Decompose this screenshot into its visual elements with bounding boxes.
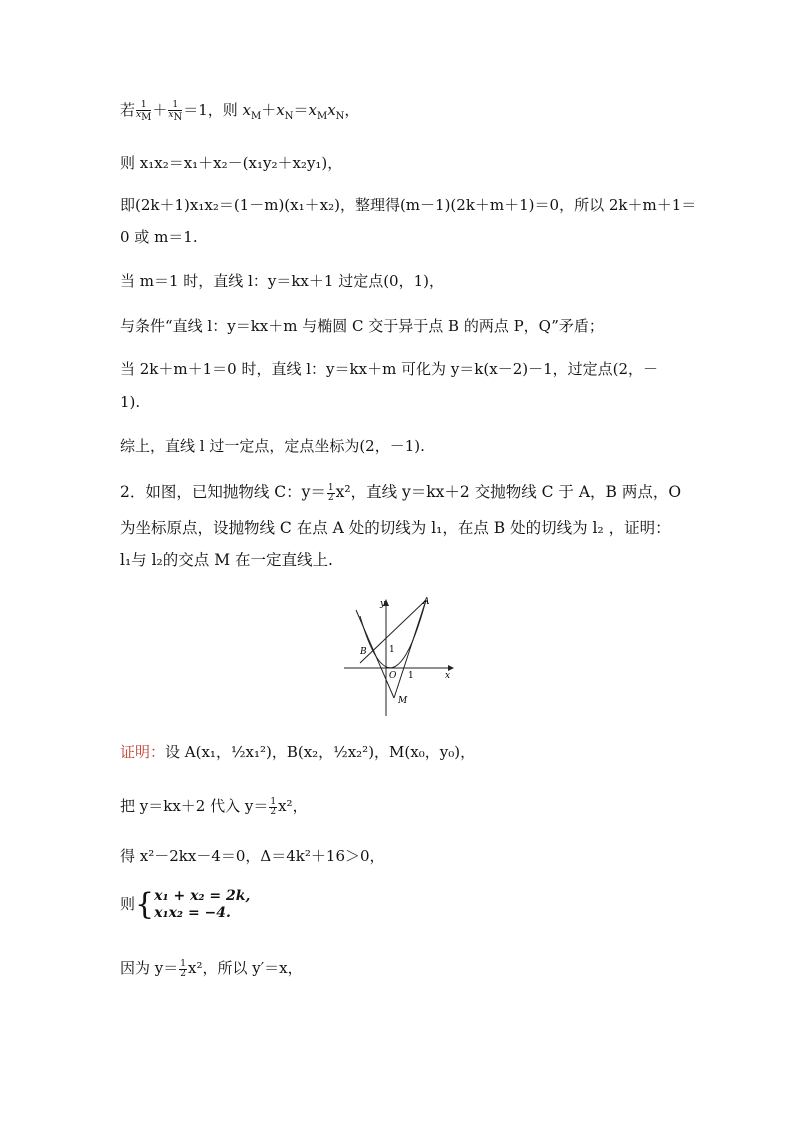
brace: { xyxy=(135,887,155,922)
fraction-half: $\frac{1}{2}$ xyxy=(327,482,334,503)
line-4: 0 或 m＝1. xyxy=(120,228,198,246)
label-y: y xyxy=(380,599,386,609)
fraction-half: $\frac{1}{2}$ xyxy=(180,958,186,979)
equation-system: x₁ + x₂ = 2k, x₁x₂ = −4. xyxy=(154,888,251,921)
problem-2-line-3: l₁与 l₂的交点 M 在一定直线上. xyxy=(120,551,333,569)
fraction: $\frac{1}{x_M}$ xyxy=(136,99,152,123)
fraction: $\frac{1}{x_N}$ xyxy=(168,99,183,123)
line-7: 当 2k＋m＋1＝0 时，直线 l：y＝kx＋m 可化为 y＝k(x－2)－1，过定点(2，－ xyxy=(120,360,659,378)
line-8: 1). xyxy=(120,393,141,411)
line-6: 与条件“直线 l：y＝kx＋m 与椭圆 C 交于异于点 B 的两点 P，Q”矛盾； xyxy=(120,317,604,335)
line-9: 综上，直线 l 过一定点，定点坐标为(2，－1). xyxy=(120,437,425,455)
proof-line-5: 因为 y＝ $\frac{1}{2}$ x²，所以 y′＝x， xyxy=(120,958,303,979)
proof-line-4: 则{ x₁ + x₂ = 2k, x₁x₂ = −4. xyxy=(120,887,251,922)
proof-line-1: 证明：设 A(x₁，½x₁²)，B(x₂，½x₂²)，M(x₀，y₀)， xyxy=(120,743,476,761)
label-b: B xyxy=(360,647,367,657)
line-3: 即(2k＋1)x₁x₂＝(1－m)(x₁＋x₂)，整理得(m－1)(2k＋m＋1)＝0，所以 2k＋m＋1＝ xyxy=(120,196,697,214)
tick-label-y-1: 1 xyxy=(389,645,395,655)
proof-line-2: 把 y＝kx＋2 代入 y＝ $\frac{1}{2}$ x²， xyxy=(120,796,308,817)
fraction-half: $\frac{1}{2}$ xyxy=(270,796,277,817)
label-m: M xyxy=(398,696,408,706)
problem-2-line-1: 2．如图，已知抛物线 C：y＝ $\frac{1}{2}$ x²，直线 y＝kx＋2 交抛物线 C 于 A，B 两点，O xyxy=(120,482,682,503)
proof-label: 证明： xyxy=(120,743,166,761)
line-2: 则 x₁x₂＝x₁＋x₂－(x₁y₂＋x₂y₁)， xyxy=(120,154,343,172)
parabola-figure xyxy=(344,592,456,716)
text: 若 xyxy=(120,101,136,119)
line-1: 若 $\frac{1}{x_M}$ ＋ $\frac{1}{x_N}$ ＝1，则 $x_M+x_N=x_Mx_N$， xyxy=(120,99,360,123)
tick-label-x-1: 1 xyxy=(408,671,414,681)
label-x: x xyxy=(445,671,451,681)
problem-2-line-2: 为坐标原点，设抛物线 C 在点 A 处的切线为 l₁，在点 B 处的切线为 l₂ ，证明： xyxy=(120,519,671,537)
parabola-curve xyxy=(360,600,426,668)
line-5: 当 m＝1 时，直线 l：y＝kx＋1 过定点(0，1)， xyxy=(120,272,444,290)
label-a: A xyxy=(423,597,430,607)
proof-line-3: 得 x²－2kx－4＝0，Δ＝4k²＋16＞0， xyxy=(120,847,385,865)
label-o: O xyxy=(389,671,397,681)
